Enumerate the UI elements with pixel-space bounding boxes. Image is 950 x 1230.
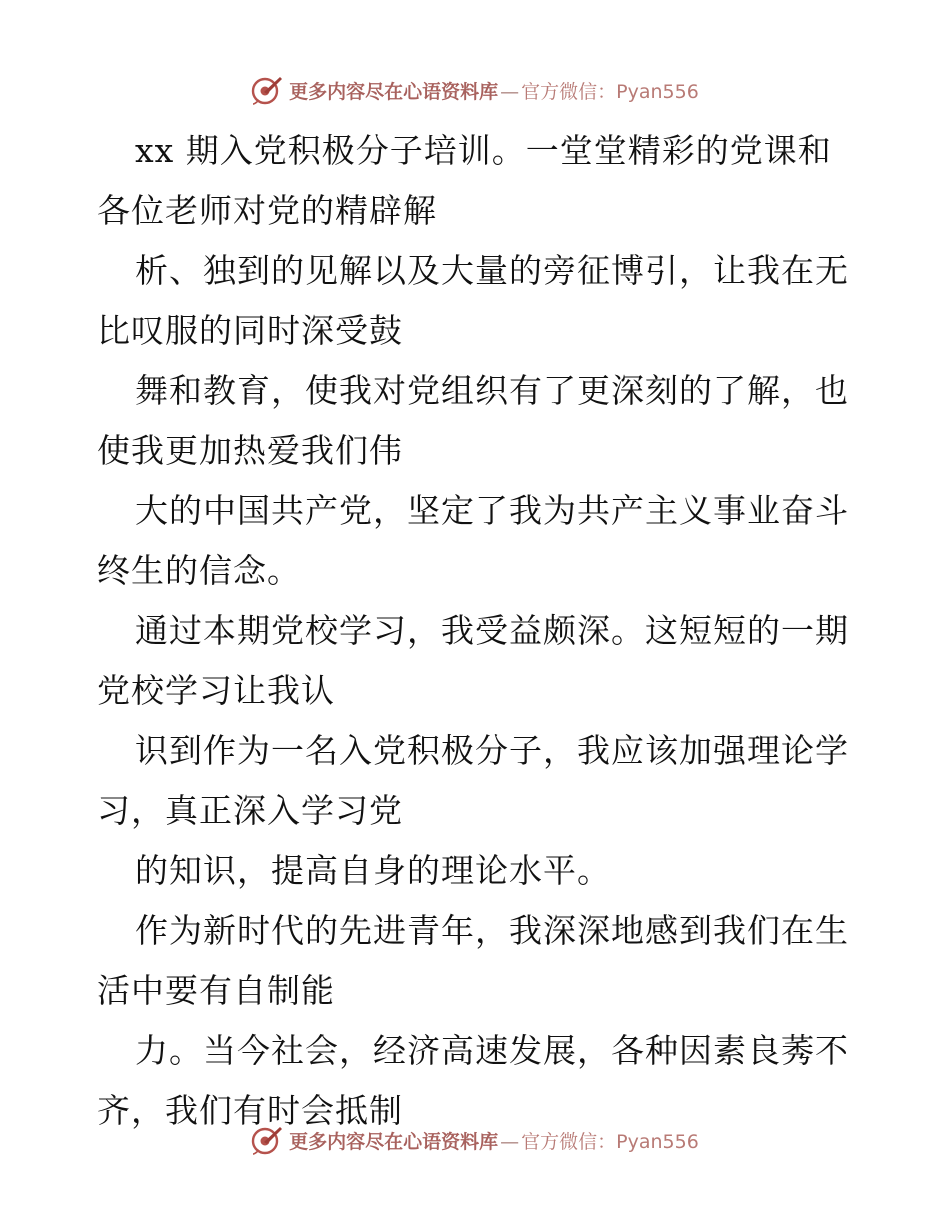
watermark-dash: — bbox=[500, 1130, 520, 1153]
quill-pen-circle-icon bbox=[251, 1124, 283, 1156]
watermark-contact: 官方微信：Pyan556 bbox=[521, 1130, 699, 1153]
watermark-contact: 官方微信：Pyan556 bbox=[521, 80, 699, 103]
footer-watermark bbox=[0, 1120, 950, 1160]
body-text-line: 各位老师对党的精辟解 bbox=[97, 191, 437, 230]
watermark-brand: 更多内容尽在心语资料库 bbox=[289, 80, 499, 103]
body-text-line: 作为新时代的先进青年，我深深地感到我们在生 bbox=[135, 911, 849, 950]
body-text-line: 使我更加热爱我们伟 bbox=[97, 431, 403, 470]
body-text-line: 活中要有自制能 bbox=[97, 971, 335, 1010]
watermark-brand: 更多内容尽在心语资料库 bbox=[289, 1130, 499, 1153]
body-text-line: 识到作为一名入党积极分子，我应该加强理论学 bbox=[135, 731, 849, 770]
quill-pen-circle-icon bbox=[251, 74, 283, 106]
body-text-line: 齐，我们有时会抵制 bbox=[97, 1091, 403, 1130]
watermark-text bbox=[289, 77, 699, 104]
body-text-line: 析、独到的见解以及大量的旁征博引，让我在无 bbox=[135, 251, 849, 290]
body-text-line: 大的中国共产党，坚定了我为共产主义事业奋斗 bbox=[135, 491, 849, 530]
body-text-line: 力。当今社会，经济高速发展，各种因素良莠不 bbox=[135, 1031, 849, 1070]
watermark-dash: — bbox=[500, 80, 520, 103]
body-text-line: 的知识，提高自身的理论水平。 bbox=[135, 851, 611, 890]
body-text-line: 党校学习让我认 bbox=[97, 671, 335, 710]
body-text-line: 比叹服的同时深受鼓 bbox=[97, 311, 403, 350]
watermark-text bbox=[289, 1127, 699, 1154]
body-text-line: 舞和教育，使我对党组织有了更深刻的了解，也 bbox=[135, 371, 849, 410]
document-body bbox=[97, 121, 857, 1141]
body-text-line: 通过本期党校学习，我受益颇深。这短短的一期 bbox=[135, 611, 849, 650]
header-watermark bbox=[0, 70, 950, 110]
body-text-line: 终生的信念。 bbox=[97, 551, 301, 590]
body-text-line: 习，真正深入学习党 bbox=[97, 791, 403, 830]
body-text-line: xx 期入党积极分子培训。一堂堂精彩的党课和 bbox=[135, 131, 832, 170]
